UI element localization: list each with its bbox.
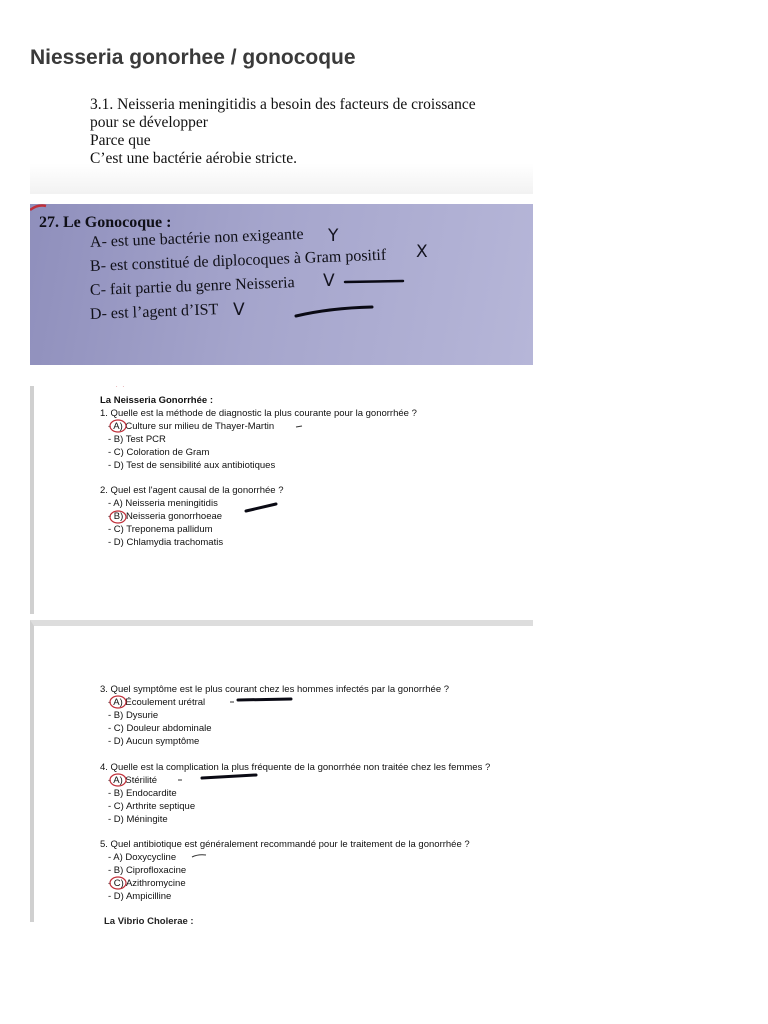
question-image-neisseria-meningitidis: [30, 92, 533, 194]
q1-option-a: - A) Culture sur milieu de Thayer-Martin: [108, 421, 275, 432]
photo-question-title: 27. Le Gonocoque :: [39, 214, 172, 231]
q4-option-b: - B) Endocardite: [108, 788, 177, 799]
q4-option-d: - D) Méningite: [108, 814, 168, 825]
q3-option-a: - A) Écoulement urétral: [108, 697, 206, 708]
handwritten-mark-c: V: [323, 271, 335, 291]
scan-quiz-part-2: [30, 620, 533, 927]
q5-option-a: - A) Doxycycline: [108, 852, 177, 863]
q3-option-b: - B) Dysurie: [108, 710, 159, 721]
q1-option-c: - C) Coloration de Gram: [108, 447, 210, 458]
handwritten-mark-d: V: [233, 300, 245, 320]
question-text-line: Parce que: [90, 132, 151, 149]
page-title: Niesseria gonorhee / gonocoque: [30, 46, 356, 69]
question-1: 1. Quelle est la méthode de diagnostic la plus courante pour la gonorrhée ?: [100, 408, 417, 419]
q5-option-d: - D) Ampicilline: [108, 891, 172, 902]
question-3: 3. Quel symptôme est le plus courant chez les hommes infectés par la gonorrhée ?: [100, 684, 450, 695]
question-text-line: C’est une bactérie aérobie stricte.: [90, 150, 297, 167]
q1-option-b: - B) Test PCR: [108, 434, 166, 445]
q5-option-b: - B) Ciprofloxacine: [108, 865, 187, 876]
scan-quiz-part-1: [30, 386, 533, 614]
handwritten-mark-b: X: [416, 242, 428, 262]
q2-option-a: - A) Neisseria meningitidis: [108, 498, 218, 509]
photo-option-c: C- fait partie du genre Neisseria: [89, 274, 295, 299]
photo-option-d: D- est l’agent d’IST: [89, 301, 219, 323]
q4-option-a: - A) Stérilité: [108, 775, 158, 786]
q2-option-b: - B) Neisseria gonorrhoeae: [108, 511, 223, 522]
question-text-line: 3.1. Neisseria meningitidis a besoin des facteurs de croissance: [90, 96, 476, 113]
question-2: 2. Quel est l'agent causal de la gonorrhée ?: [100, 485, 284, 496]
q3-option-d: - D) Aucun symptôme: [108, 736, 200, 747]
q1-option-d: - D) Test de sensibilité aux antibiotiques: [108, 460, 276, 471]
quiz-title: La Neisseria Gonorrhée :: [100, 395, 213, 406]
question-4: 4. Quelle est la complication la plus fréquente de la gonorrhée non traitée chez les femmes ?: [100, 762, 491, 773]
question-text-line: pour se développer: [90, 114, 208, 131]
handwritten-mark-a: Y: [328, 226, 339, 246]
photo-option-a: A- est une bactérie non exigeante: [89, 225, 304, 251]
q5-option-c: - C) Azithromycine: [108, 878, 186, 889]
q2-option-d: - D) Chlamydia trachomatis: [108, 537, 224, 548]
cut-off-next-section-title: La Vibrio Cholerae :: [104, 916, 194, 927]
q2-option-c: - C) Treponema pallidum: [108, 524, 213, 535]
photo-option-b: B- est constitué de diplocoques à Gram positif: [89, 246, 387, 275]
photo-gonocoque-question: [30, 204, 533, 365]
q4-option-c: - C) Arthrite septique: [108, 801, 196, 812]
q3-option-c: - C) Douleur abdominale: [108, 723, 212, 734]
question-5: 5. Quel antibiotique est généralement recommandé pour le traitement de la gonorrhée ?: [100, 839, 470, 850]
